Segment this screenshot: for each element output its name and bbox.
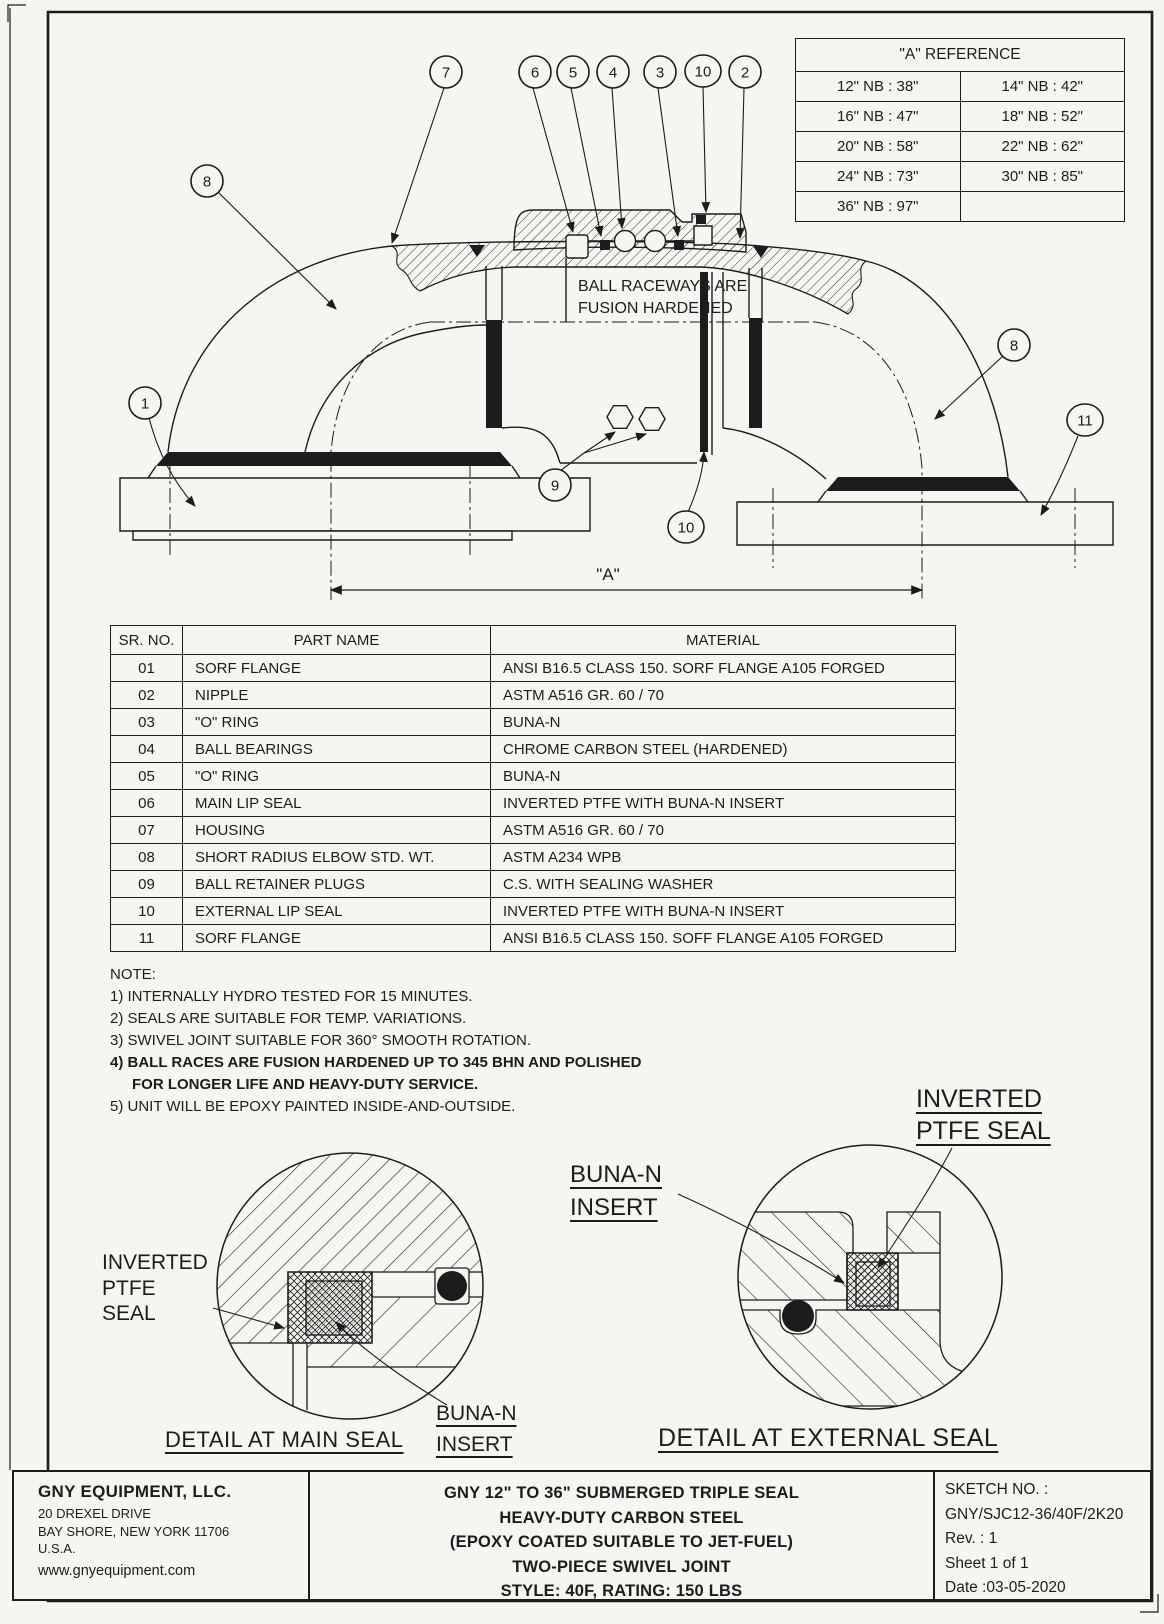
callout-5 (557, 56, 589, 88)
company-address-2: BAY SHORE, NEW YORK 11706 (38, 1523, 230, 1539)
drawing-title-line: HEAVY-DUTY CARBON STEEL (499, 1508, 744, 1527)
sketch-rev: Rev. : 1 (945, 1530, 998, 1547)
interior-walls (305, 258, 826, 479)
table-row: 20" NB : 58" 22" NB : 62" (796, 132, 1125, 162)
notes-label: NOTE: (110, 966, 156, 983)
callout-10-bottom (668, 511, 704, 543)
svg-text:11: 11 (1077, 412, 1093, 430)
note-line: 3) SWIVEL JOINT SUITABLE FOR 360° SMOOTH ROTATION. (110, 1032, 532, 1049)
sketch-sheet: Sheet 1 of 1 (945, 1554, 1029, 1572)
table-row: 01 SORF FLANGE ANSI B16.5 CLASS 150. SORF FLANGE A105 FORGED (111, 655, 956, 682)
company-address-1: 20 DREXEL DRIVE (38, 1506, 151, 1521)
title-block-sketch-info (935, 1472, 1150, 1599)
table-row: 24" NB : 73" 30" NB : 85" (796, 162, 1125, 192)
svg-text:8: 8 (1009, 337, 1019, 355)
o-ring-b (674, 240, 684, 250)
title-block-company (14, 1472, 310, 1599)
ball-bearing-2 (645, 231, 666, 252)
table-row: 36" NB : 97" (796, 192, 1125, 222)
parts-table (110, 625, 956, 952)
notes-section (110, 964, 641, 1118)
svg-text:10: 10 (677, 519, 695, 537)
callout-2 (729, 56, 761, 88)
table-row: 16" NB : 47" 18" NB : 52" (796, 102, 1125, 132)
callout-6 (519, 56, 551, 88)
callout-8-left (191, 165, 223, 197)
main-lip-seal (566, 235, 588, 258)
swivel-joint-section (120, 210, 1113, 600)
buna-insert-left (306, 1281, 362, 1335)
callout-8-right (998, 329, 1030, 361)
o-ring-a (600, 240, 610, 250)
main-seal-buna-label: BUNA-N INSERT (436, 1402, 517, 1456)
svg-text:5: 5 (568, 64, 578, 82)
company-name: GNY EQUIPMENT, LLC. (38, 1482, 232, 1501)
sketch-date: Date :03-05-2020 (945, 1579, 1066, 1596)
title-block (12, 1470, 1152, 1601)
sketch-no-label: SKETCH NO. : (945, 1481, 1049, 1498)
svg-text:8: 8 (202, 173, 212, 191)
callout-4 (597, 56, 629, 88)
table-row: 09 BALL RETAINER PLUGS C.S. WITH SEALING WASHER (111, 871, 956, 898)
ball-bearing-1 (615, 231, 636, 252)
main-seal-ptfe-label: INVERTED PTFE SEAL (102, 1251, 208, 1325)
table-row: 10 EXTERNAL LIP SEAL INVERTED PTFE WITH BUNA-N INSERT (111, 898, 956, 925)
a-reference-table (795, 38, 1125, 222)
o-ring-detail-left (437, 1271, 467, 1301)
table-row: 04 BALL BEARINGS CHROME CARBON STEEL (HARDENED) (111, 736, 956, 763)
o-ring-detail-right (782, 1300, 814, 1332)
external-seal-buna-label: BUNA-N INSERT (570, 1161, 663, 1221)
table-row: 11 SORF FLANGE ANSI B16.5 CLASS 150. SOFF FLANGE A105 FORGED (111, 925, 956, 952)
flange-right (737, 477, 1113, 545)
title-block-title (310, 1472, 935, 1599)
callout-1 (129, 387, 161, 419)
table-row: 07 HOUSING ASTM A516 GR. 60 / 70 (111, 817, 956, 844)
svg-text:4: 4 (608, 64, 618, 82)
note-line: FOR LONGER LIFE AND HEAVY-DUTY SERVICE. (132, 1076, 479, 1093)
note-line: 2) SEALS ARE SUITABLE FOR TEMP. VARIATIONS. (110, 1010, 467, 1027)
callout-10-top (685, 55, 721, 87)
a-reference-title: "A" REFERENCE (796, 39, 1125, 72)
table-row: 08 SHORT RADIUS ELBOW STD. WT. ASTM A234 WPB (111, 844, 956, 871)
svg-text:9: 9 (550, 477, 560, 495)
table-row: 12" NB : 38" 14" NB : 42" (796, 72, 1125, 102)
svg-text:7: 7 (441, 64, 451, 82)
drawing-title-line: TWO-PIECE SWIVEL JOINT (512, 1557, 731, 1576)
table-row: 02 NIPPLE ASTM A516 GR. 60 / 70 (111, 682, 956, 709)
callout-11 (1067, 404, 1103, 436)
main-seal-caption: DETAIL AT MAIN SEAL (165, 1427, 404, 1452)
table-row: 05 "O" RING BUNA-N (111, 763, 956, 790)
callout-7 (430, 56, 462, 88)
note-line: 5) UNIT WILL BE EPOXY PAINTED INSIDE-AND-OUTSIDE. (110, 1098, 516, 1115)
dimension-a-label: "A" (596, 565, 620, 584)
svg-text:3: 3 (655, 64, 665, 82)
note-line: 4) BALL RACES ARE FUSION HARDENED UP TO 345 BHN AND POLISHED (110, 1054, 642, 1071)
sketch-number: GNY/SJC12-36/40F/2K20 (945, 1505, 1124, 1523)
svg-text:10: 10 (694, 63, 712, 81)
flange-left (120, 452, 590, 540)
buna-insert-right (856, 1262, 890, 1306)
drawing-title-line: GNY 12" TO 36" SUBMERGED TRIPLE SEAL (443, 1484, 800, 1502)
drawing-title-line: (EPOXY COATED SUITABLE TO JET-FUEL) (449, 1533, 794, 1551)
drawing-title-line: STYLE: 40F, RATING: 150 LBS (500, 1582, 743, 1600)
parts-header-row: SR. NO. PART NAME MATERIAL (111, 626, 956, 655)
ball-raceway-annotation: BALL RACEWAYS ARE FUSION HARDENED (578, 278, 748, 317)
detail-main-seal (213, 1153, 483, 1419)
external-seal-caption: DETAIL AT EXTERNAL SEAL (658, 1424, 999, 1452)
ball-retainer-plugs (607, 406, 665, 431)
svg-text:2: 2 (740, 64, 750, 82)
table-row: 03 "O" RING BUNA-N (111, 709, 956, 736)
company-website: www.gnyequipment.com (38, 1562, 196, 1579)
callout-3 (644, 56, 676, 88)
company-address-3: U.S.A. (38, 1541, 76, 1556)
external-seal-ptfe-label: INVERTED PTFE SEAL (916, 1085, 1051, 1145)
svg-text:6: 6 (530, 64, 540, 82)
svg-text:1: 1 (140, 395, 150, 413)
note-line: 1) INTERNALLY HYDRO TESTED FOR 15 MINUTES. (110, 988, 473, 1005)
external-lip-seal (694, 226, 712, 245)
detail-external-seal (678, 1145, 1002, 1409)
callout-9 (539, 469, 571, 501)
table-row: 06 MAIN LIP SEAL INVERTED PTFE WITH BUNA-N INSERT (111, 790, 956, 817)
